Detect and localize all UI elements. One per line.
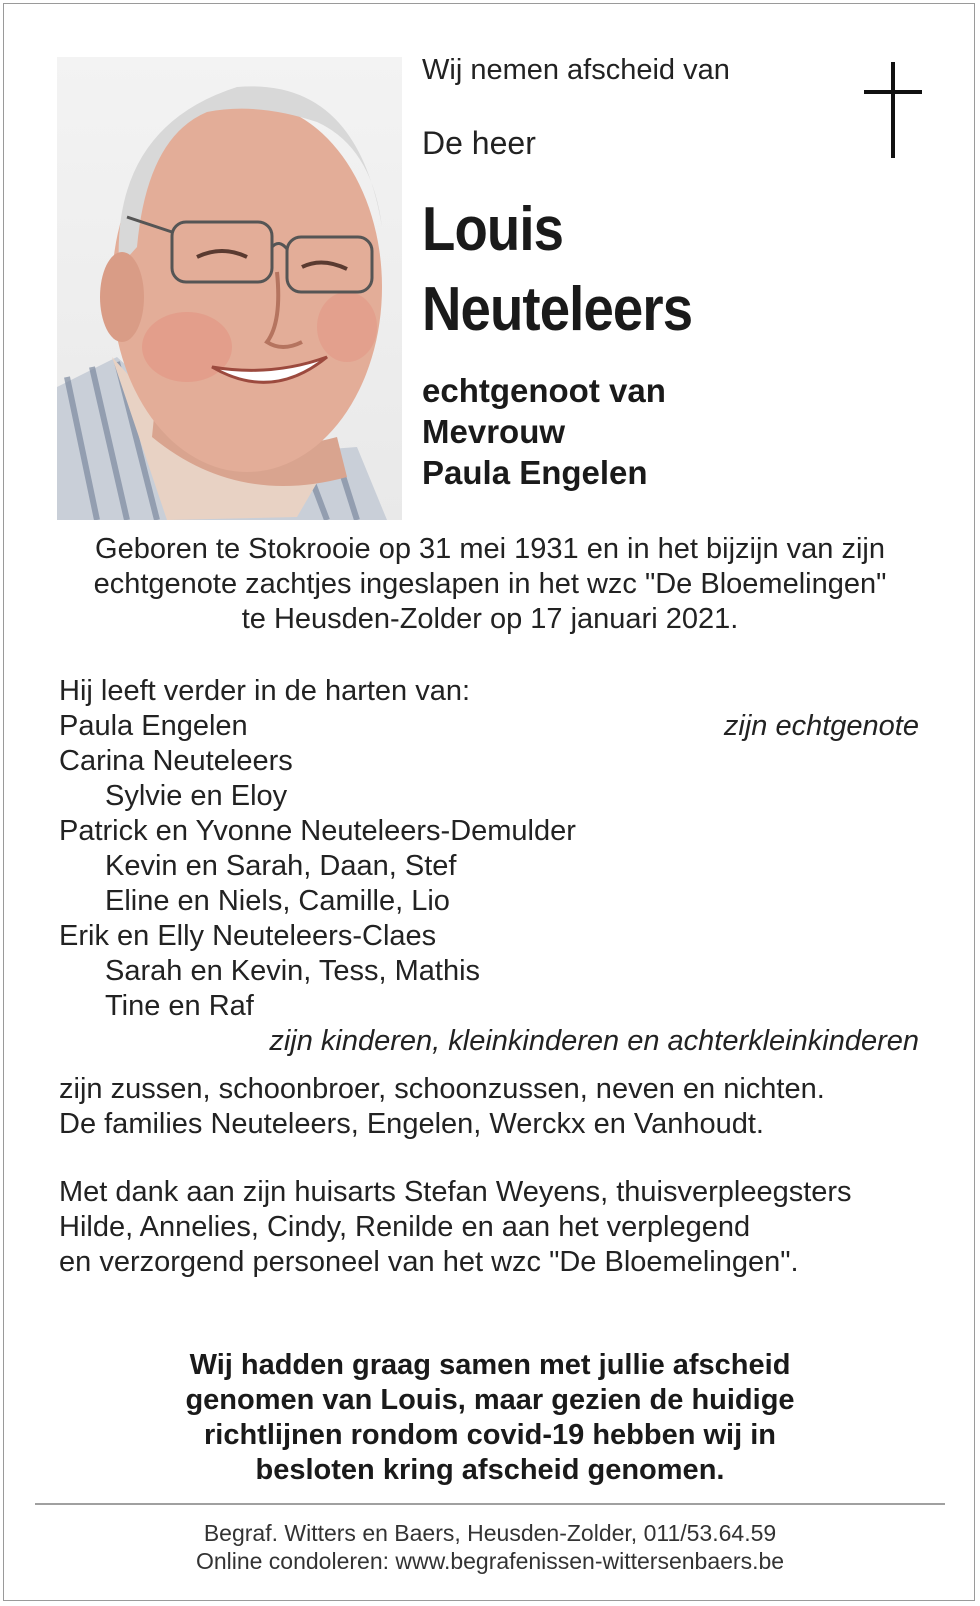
survivor-name: Sylvie en Eloy — [105, 780, 288, 812]
spouse-line: echtgenoot van — [422, 372, 666, 409]
deceased-name — [422, 190, 692, 350]
list-item — [59, 814, 919, 849]
family-role: zijn kinderen, kleinkinderen en achterkleinkinderen — [269, 1025, 919, 1057]
list-item — [59, 954, 919, 989]
list-item — [59, 849, 919, 884]
closing-line: genomen van Louis, maar gezien de huidige — [185, 1384, 795, 1416]
footer — [40, 1519, 940, 1575]
survivor-name: Paula Engelen — [59, 710, 248, 742]
condolence-line: Online condoleren: www.begrafenissen-wittersenbaers.be — [195, 1548, 785, 1574]
survivor-name: Carina Neuteleers — [59, 745, 293, 777]
thanks-line: Met dank aan zijn huisarts Stefan Weyens, thuisverpleegsters — [59, 1176, 852, 1208]
survivor-role: zijn echtgenote — [723, 710, 919, 742]
undertaker-line: Begraf. Witters en Baers, Heusden-Zolder, 011/53.64.59 — [203, 1520, 777, 1546]
closing-statement — [40, 1348, 940, 1488]
relatives-line: De families Neuteleers, Engelen, Werckx en Vanhoudt. — [59, 1108, 764, 1140]
closing-line: Wij hadden graag samen met jullie afscheid — [189, 1349, 791, 1381]
first-name: Louis — [422, 195, 564, 264]
footer-divider — [35, 1503, 945, 1505]
survivor-spouse-row — [59, 709, 919, 744]
survivor-name: Kevin en Sarah, Daan, Stef — [105, 850, 457, 882]
list-item — [59, 779, 919, 814]
spouse-block — [422, 370, 666, 493]
closing-line: besloten kring afscheid genomen. — [255, 1454, 725, 1486]
born-line: Geboren te Stokrooie op 31 mei 1931 en in het bijzijn van zijn — [95, 533, 885, 565]
cross-icon — [864, 62, 924, 158]
title-prefix: De heer — [422, 125, 536, 161]
spouse-line: Paula Engelen — [422, 454, 648, 491]
thanks-line: Hilde, Annelies, Cindy, Renilde en aan het verplegend — [59, 1211, 751, 1243]
survivor-name: Sarah en Kevin, Tess, Mathis — [105, 955, 481, 987]
portrait-photo — [57, 57, 402, 520]
last-name: Neuteleers — [422, 275, 693, 344]
spouse-line: Mevrouw — [422, 413, 566, 450]
survivor-name: Erik en Elly Neuteleers-Claes — [59, 920, 437, 952]
survivor-name: Patrick en Yvonne Neuteleers-Demulder — [59, 815, 576, 847]
born-line: echtgenote zachtjes ingeslapen in het wzc "De Bloemelingen" — [93, 568, 887, 600]
thanks-paragraph — [59, 1175, 939, 1280]
survivors-heading: Hij leeft verder in de harten van: — [59, 675, 471, 707]
list-item — [59, 744, 919, 779]
birth-death-paragraph — [40, 532, 940, 637]
intro-text: Wij nemen afscheid van — [422, 54, 730, 86]
list-item — [59, 989, 919, 1024]
thanks-line: en verzorgend personeel van het wzc "De Bloemelingen". — [59, 1246, 799, 1278]
list-item — [59, 884, 919, 919]
list-item — [59, 919, 919, 954]
closing-line: richtlijnen rondom covid-19 hebben wij in — [204, 1419, 776, 1451]
relatives-line: zijn zussen, schoonbroer, schoonzussen, neven en nichten. — [59, 1073, 825, 1105]
survivor-name: Eline en Niels, Camille, Lio — [105, 885, 450, 917]
survivors-list — [59, 674, 919, 1059]
born-line: te Heusden-Zolder op 17 januari 2021. — [241, 603, 739, 635]
survivor-name: Tine en Raf — [105, 990, 254, 1022]
relatives-paragraph — [59, 1072, 939, 1142]
